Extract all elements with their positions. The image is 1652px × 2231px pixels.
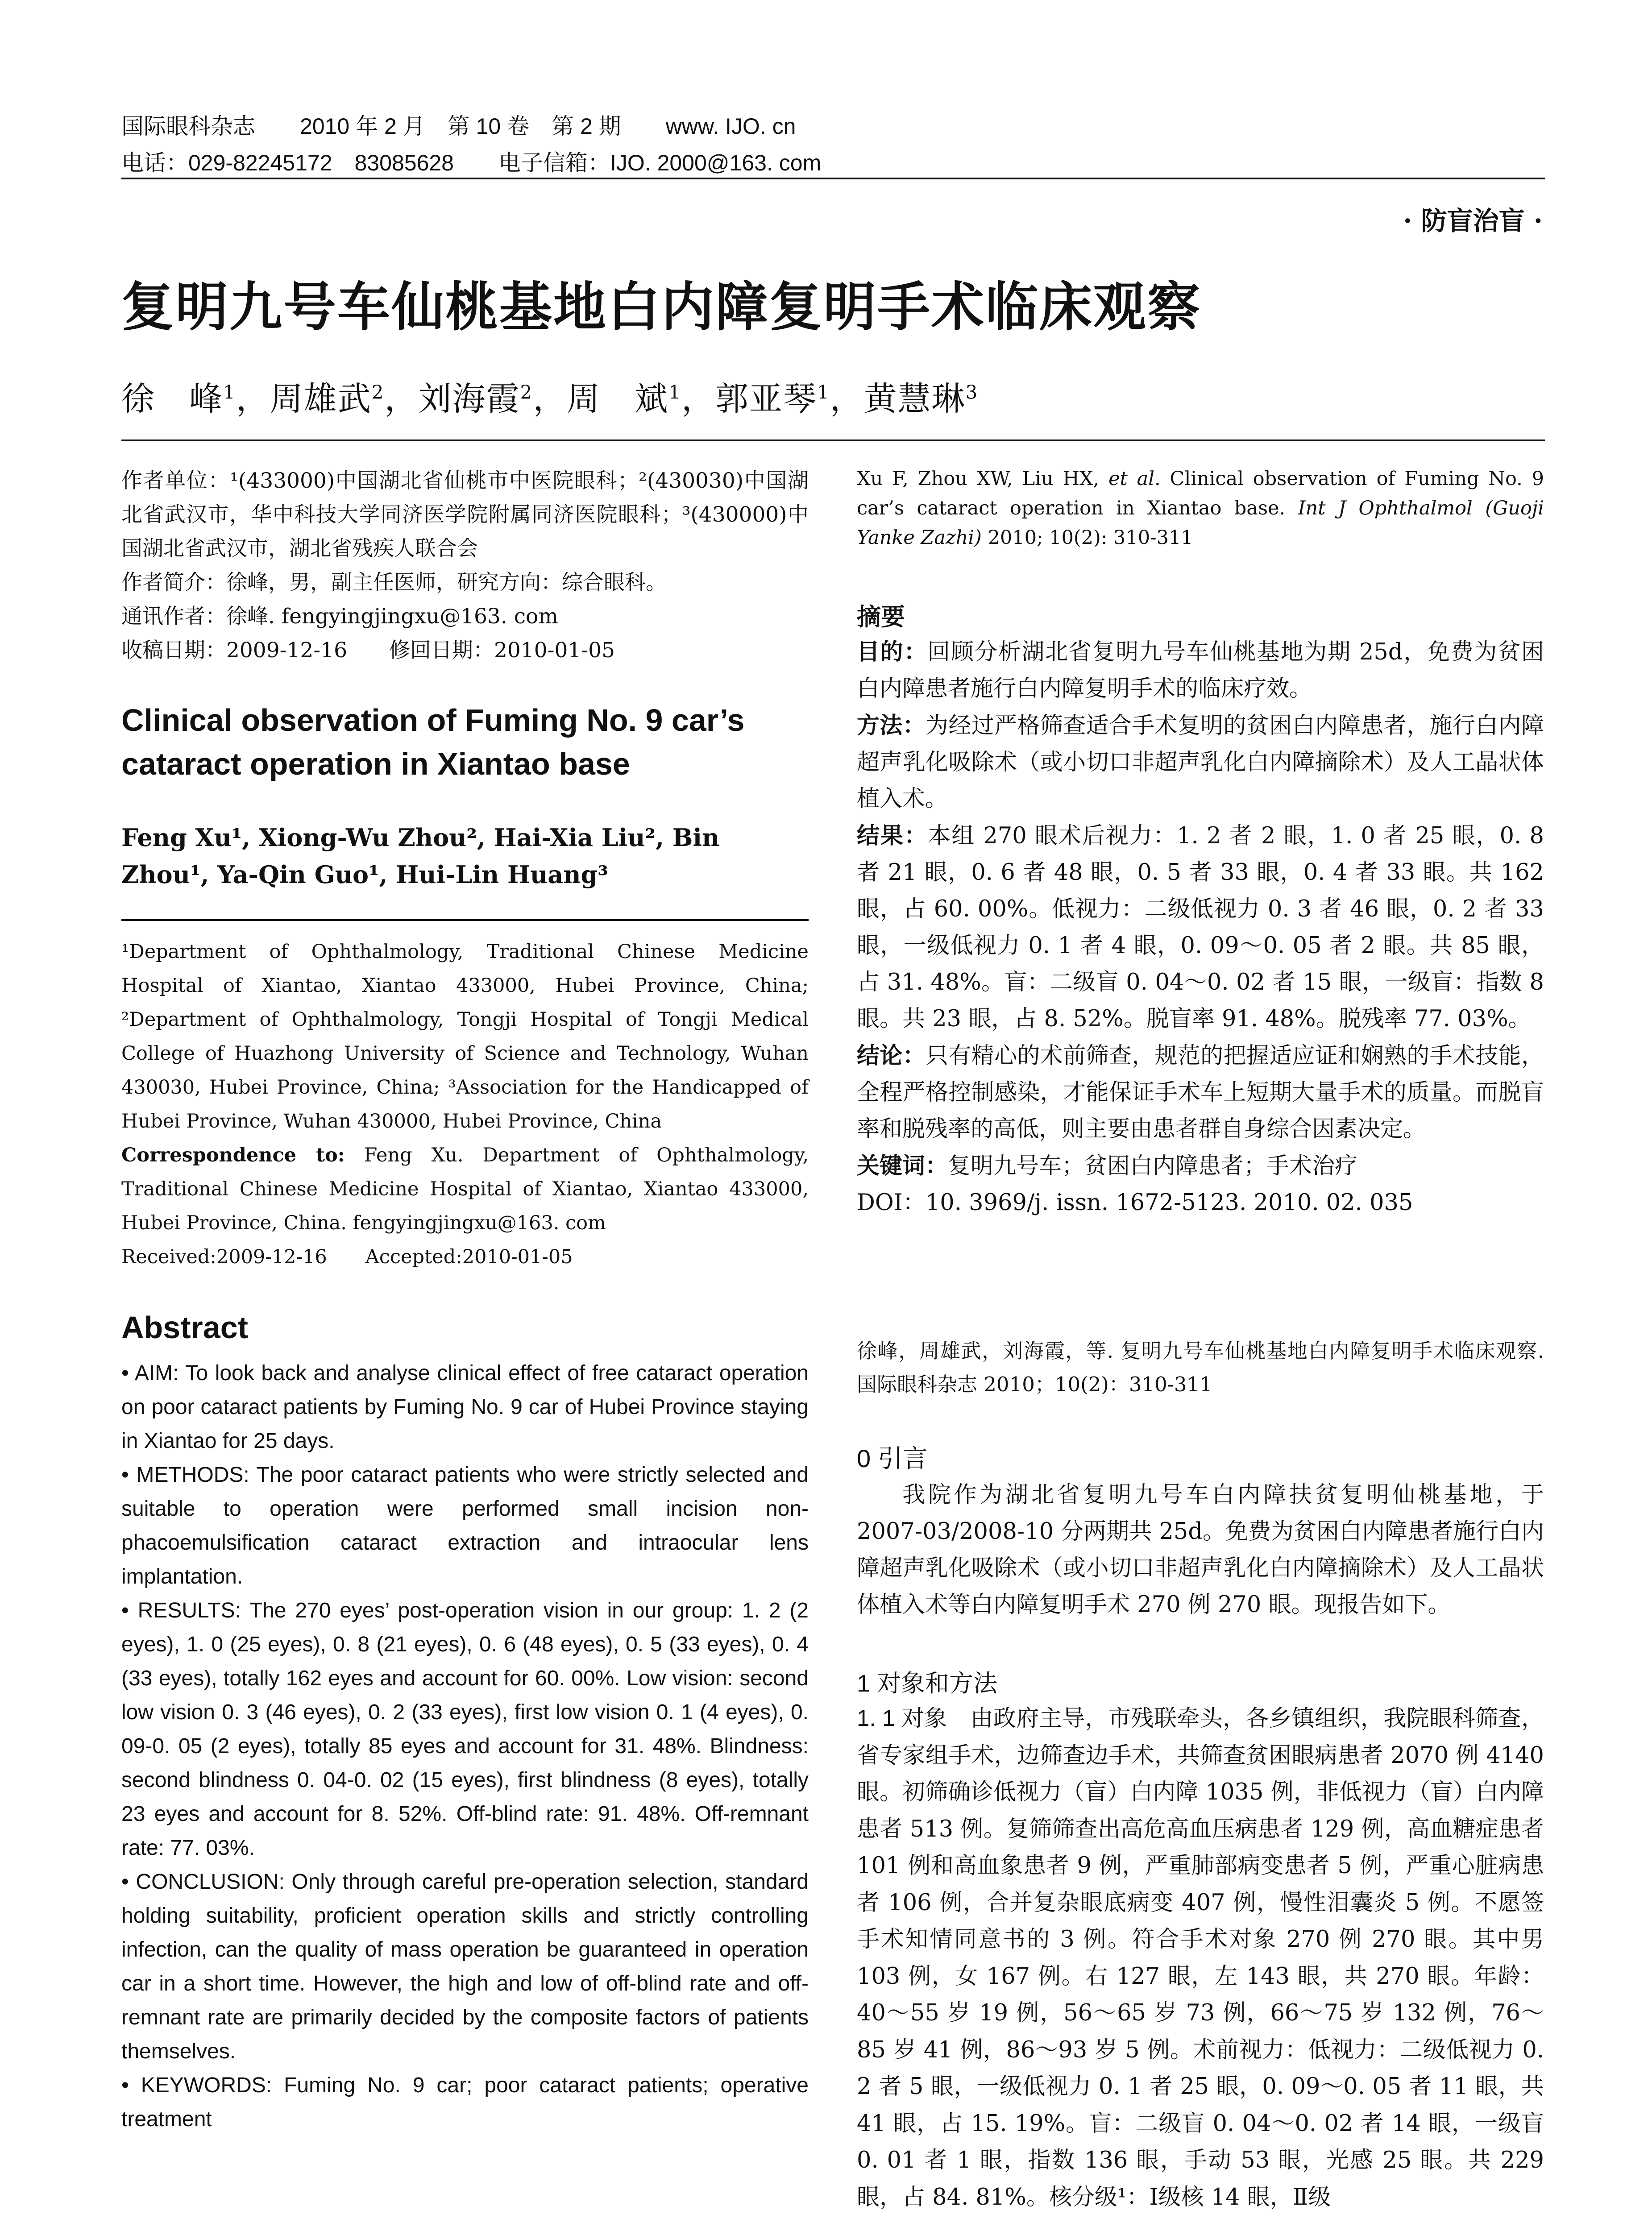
article-title: 复明九号车仙桃基地白内障复明手术临床观察 xyxy=(121,278,1202,337)
author: 郭亚琴$^1$ xyxy=(715,380,830,418)
header-rule xyxy=(121,178,1545,179)
english-citation: Xu F, Zhou XW, Liu HX, et al. Clinical observation of Fuming No. 9 car’s cataract operation in Xiantao base. Int J Ophthalmol (Guoji Yanke Zazhi) 2010; 10(2): 310-311 xyxy=(857,468,1544,549)
author-bio: 作者简介：徐峰，男，副主任医师，研究方向：综合眼科。 xyxy=(121,570,667,595)
abstract-keywords: • KEYWORDS: Fuming No. 9 car; poor cataract patients; operative treatment xyxy=(121,2073,809,2131)
chinese-citation: 徐峰，周雄武，刘海霞，等. 复明九号车仙桃基地白内障复明手术临床观察. 国际眼科杂志 2010；10(2)：310-311 xyxy=(857,1339,1544,1396)
email: 电子信箱：IJO. 2000@163. com xyxy=(498,150,822,175)
cn-aim: 目的：回顾分析湖北省复明九号车仙桃基地为期 25d，免费为贫困白内障患者施行白内障复明手术的临床疗效。 xyxy=(857,639,1544,702)
chinese-abstract-body xyxy=(857,634,1544,1221)
journal-name: 国际眼科杂志 xyxy=(121,114,255,139)
intro-heading: 0 引言 xyxy=(857,1444,928,1472)
section1-heading: 1 对象和方法 xyxy=(857,1670,998,1697)
authors-rule xyxy=(121,440,1545,441)
author: 周雄武$^2$ xyxy=(270,380,385,418)
intro-body: 我院作为湖北省复明九号车白内障扶贫复明仙桃基地，于 2007-03/2008-10 分两期共 25d。免费为贫困白内障患者施行白内障超声乳化吸除术（或小切口非超声乳化白内障摘除术）及人工晶状体植入术等白内障复明手术 270 例 270 眼。现报告如下。 xyxy=(857,1482,1544,1618)
corresponding-author: 通讯作者：徐峰. fengyingjingxu@163. com xyxy=(121,604,558,629)
phone: 电话：029-82245172 83085628 xyxy=(121,150,454,175)
abstract-methods: • METHODS: The poor cataract patients who were strictly selected and suitable to operation were performed small incision non-phacoemulsification cataract extraction and intraocular lens implantation. xyxy=(121,1463,809,1588)
author-list: 徐 峰$^1$，周雄武$^2$，刘海霞$^2$，周 斌$^1$，郭亚琴$^1$，黄慧琳$^3$ xyxy=(121,380,979,418)
author: 徐 峰$^1$ xyxy=(121,380,236,418)
cn-methods: 方法：为经过严格筛查适合手术复明的贫困白内障患者，施行白内障超声乳化吸除术（或小切口非超声乳化白内障摘除术）及人工晶状体植入术。 xyxy=(857,713,1544,812)
affiliation-units: 作者单位：¹(433000)中国湖北省仙桃市中医院眼科；²(430030)中国湖北省武汉市，华中科技大学同济医学院附属同济医院眼科；³(430000)中国湖北省武汉市，湖北省残疾人联合会 xyxy=(121,469,809,561)
column-tag: · 防盲治盲 · xyxy=(1403,206,1543,236)
author: 周 斌$^1$ xyxy=(567,380,681,418)
subsection-text: 由政府主导，市残联牵头，各乡镇组织，我院眼科筛查，省专家组手术，边筛查边手术，共筛查贫困眼病患者 2070 例 4140 眼。初筛确诊低视力（盲）白内障 1035 例，非低视力（盲）白内障患者 513 例。复筛筛查出高危高血压病患者 129 例，高血糖症患者 101 例和高血象患者 9 例，严重肺部病变患者 5 例，严重心脏病患者 106 例，合并复杂眼底病变 407 例，慢性泪囊炎 5 例。不愿签手术知情同意书的 3 例。符合手术对象 270 例 270 眼。其中男 103 例，女 167 例。右 127 眼，左 143 眼，共 270 眼。年龄：40～55 岁 19 例，56～65 岁 73 例，66～75 岁 132 例，76～85 岁 41 例，86～93 岁 5 例。术前视力：低视力：二级低视力 0. 2 者 5 眼，一级低视力 0. 1 者 25 眼，0. 09～0. 05 者 11 眼，共 41 眼，占 15. 19%。盲：二级盲 0. 04～0. 02 者 14 眼，一级盲 0. 01 者 1 眼，指数 136 眼，手动 53 眼，光感 25 眼。共 229 眼，占 84. 81%。核分级¹：Ⅰ级核 14 眼，Ⅱ级 xyxy=(857,1705,1544,2210)
english-departments: ¹Department of Ophthalmology, Traditional Chinese Medicine Hospital of Xiantao, Xiantao 433000, Hubei Province, China; ²Department of Ophthalmology, Tongji Hospital of Tongji Medical College of Huazhong University of Science and Technology, Wuhan 430030, Hubei Province, China; ³Association for the Handicapped of Hubei Province, Wuhan 430000, Hubei Province, China xyxy=(121,941,809,1132)
journal-header-line1 xyxy=(121,108,796,141)
abstract-results: • RESULTS: The 270 eyes’ post-operation vision in our group: 1. 2 (2 eyes), 1. 0 (25 eyes), 0. 8 (21 eyes), 0. 6 (48 eyes), 0. 5 (33 eyes), 0. 4 (33 eyes), totally 162 eyes and account for 60. 00%. Low vision: second low vision 0. 3 (46 eyes), 0. 2 (33 eyes), first low vision 0. 1 (4 eyes), 0. 09-0. 05 (2 eyes), totally 85 eyes and account for 31. 48%. Blindness: second blindness 0. 04-0. 02 (15 eyes), first blindness (8 eyes), totally 23 eyes and account for 8. 52%. Off-blind rate: 91. 48%. Off-remnant rate: 77. 03%. xyxy=(121,1599,809,1860)
issue-info: 2010 年 2 月 第 10 卷 第 2 期 xyxy=(300,114,621,139)
correspondence xyxy=(121,1138,809,1240)
journal-header-line2 xyxy=(121,145,821,177)
cn-results: 结果：本组 270 眼术后视力：1. 2 者 2 眼，1. 0 者 25 眼，0. 8 者 21 眼，0. 6 者 48 眼，0. 5 者 33 眼，0. 4 者 33 眼。共 162 眼，占 60. 00%。低视力：二级低视力 0. 3 者 46 眼，0. 2 者 33 眼，一级低视力 0. 1 者 4 眼，0. 09～0. 05 者 2 眼。共 85 眼，占 31. 48%。盲：二级盲 0. 04～0. 02 者 15 眼，一级盲：指数 8 眼。共 23 眼，占 8. 52%。脱盲率 91. 48%。脱残率 77. 03%。 xyxy=(857,823,1544,1032)
correspondence-label: Correspondence to: xyxy=(121,1144,345,1166)
website-link[interactable]: www. IJO. cn xyxy=(665,114,796,139)
author: 黄慧琳$^3$ xyxy=(863,380,979,418)
english-authors: Feng Xu¹, Xiong-Wu Zhou², Hai-Xia Liu², Bin Zhou¹, Ya-Qin Guo¹, Hui-Lin Huang³ xyxy=(121,823,720,889)
correspondence-text: Feng Xu. Department of Ophthalmology, Traditional Chinese Medicine Hospital of Xiantao, Xiantao 433000, Hubei Province, China. fengyingjingxu@163. com xyxy=(121,1144,809,1234)
received-dates: 收稿日期：2009-12-16 修回日期：2010-01-05 xyxy=(121,638,615,663)
abstract-conclusion: • CONCLUSION: Only through careful pre-operation selection, standard holding suitability, proficient operation skills and strictly controlling infection, can the quality of mass operation be guaranteed in operation car in a short time. However, the high and low of off-blind rate and off-remnant rate are primarily decided by the composite factors of patients themselves. xyxy=(121,1870,809,2063)
cn-keywords: 关键词：复明九号车；贫困白内障患者；手术治疗 xyxy=(857,1153,1358,1179)
abstract-body xyxy=(121,1356,809,2136)
section1-body xyxy=(857,1700,1544,2216)
english-title: Clinical observation of Fuming No. 9 car’s cataract operation in Xiantao base xyxy=(121,703,745,781)
abstract-aim: • AIM: To look back and analyse clinical effect of free cataract operation on poor cataract patients by Fuming No. 9 car of Hubei Province staying in Xiantao for 25 days. xyxy=(121,1361,809,1453)
author: 刘海霞$^2$ xyxy=(418,380,533,418)
chinese-affiliations xyxy=(121,464,809,668)
abstract-heading: Abstract xyxy=(121,1310,248,1345)
english-dates: Received:2009-12-16 Accepted:2010-01-05 xyxy=(121,1246,573,1268)
chinese-abstract-heading: 摘要 xyxy=(857,604,905,630)
english-authors-rule xyxy=(121,919,809,921)
cn-conclusion: 结论：只有精心的术前筛查，规范的把握适应证和娴熟的手术技能，全程严格控制感染，才能保证手术车上短期大量手术的质量。而脱盲率和脱残率的高低，则主要由患者群自身综合因素决定。 xyxy=(857,1043,1544,1142)
doi: DOI：10. 3969/j. issn. 1672-5123. 2010. 02. 035 xyxy=(857,1190,1413,1216)
subsection-label: 1. 1 对象 xyxy=(857,1705,947,1731)
english-affiliations xyxy=(121,935,809,1274)
